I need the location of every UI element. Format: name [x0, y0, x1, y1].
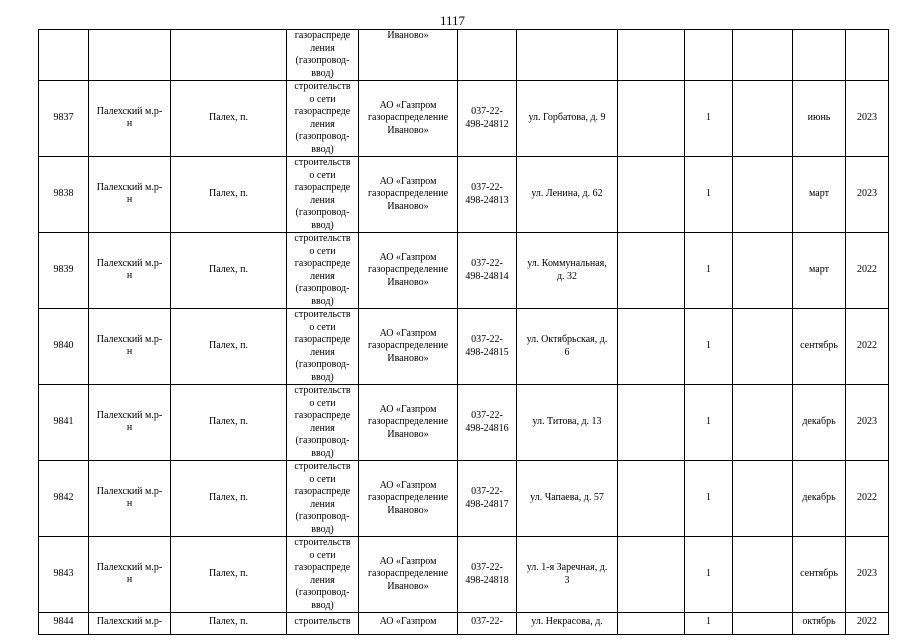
settlement-text: Палех, п. [209, 112, 248, 124]
org-cell [359, 30, 458, 81]
empty-cell [733, 309, 793, 385]
org-cell [359, 157, 458, 233]
month-cell [793, 309, 846, 385]
count-text: 1 [706, 492, 711, 504]
org-cell [359, 613, 458, 635]
settlement-text: Палех, п. [209, 188, 248, 200]
district-text: Палехский м.р- [96, 616, 163, 627]
address-cell [517, 81, 618, 157]
permit-text: 037-22- 498-24816 [465, 410, 509, 434]
permit-cell [458, 385, 517, 461]
month-cell [793, 385, 846, 461]
address-cell [517, 157, 618, 233]
table-row [39, 385, 889, 461]
address-cell [517, 613, 618, 635]
month-cell [793, 613, 846, 635]
permit-cell [458, 613, 517, 635]
count-cell [685, 461, 733, 537]
empty-cell [618, 81, 685, 157]
month-text: декабрь [802, 416, 836, 428]
month-cell [793, 537, 846, 613]
empty-cell [618, 461, 685, 537]
purpose-cell [287, 385, 359, 461]
district-text: Палехский м.р- н [96, 105, 163, 129]
org-cell [359, 385, 458, 461]
month-text: сентябрь [800, 340, 838, 352]
permit-text: 037-22- 498-24815 [465, 334, 509, 358]
purpose-text: строительств о сети газораспреде ления (газопровод- ввод) [294, 233, 351, 307]
empty-cell [618, 613, 685, 635]
org-text: Иваново» [387, 30, 429, 41]
month-text: сентябрь [800, 568, 838, 580]
district-text: Палехский м.р- н [96, 333, 163, 357]
permit-text: 037-22- 498-24812 [465, 106, 509, 130]
purpose-text: строительств о сети газораспреде ления (газопровод- ввод) [294, 309, 351, 383]
district-text: Палехский м.р- н [96, 485, 163, 509]
purpose-cell [287, 81, 359, 157]
year-text: 2023 [857, 188, 877, 200]
permit-cell [458, 309, 517, 385]
empty-cell [733, 157, 793, 233]
org-text: АО «Газпром [379, 616, 437, 627]
empty-cell [733, 385, 793, 461]
table-row [39, 309, 889, 385]
empty-cell [618, 309, 685, 385]
table-row [39, 537, 889, 613]
org-text: АО «Газпром газораспределение Иваново» [367, 327, 449, 364]
empty-cell [733, 233, 793, 309]
count-cell [685, 157, 733, 233]
year-text: 2023 [857, 112, 877, 124]
year-cell [846, 461, 889, 537]
settlement-cell [171, 233, 287, 309]
purpose-cell [287, 157, 359, 233]
num-cell [39, 385, 89, 461]
settlement-cell [171, 81, 287, 157]
org-cell [359, 309, 458, 385]
permit-cell [458, 537, 517, 613]
purpose-text: строительств о сети газораспреде ления (газопровод- ввод) [294, 537, 351, 611]
month-cell [793, 81, 846, 157]
table-row-partial-top [39, 30, 889, 81]
district-text: Палехский м.р- н [96, 409, 163, 433]
district-cell [89, 157, 171, 233]
district-cell [89, 385, 171, 461]
org-text: АО «Газпром газораспределение Иваново» [367, 251, 449, 288]
settlement-text: Палех, п. [209, 492, 248, 504]
num-cell [39, 461, 89, 537]
purpose-cell [287, 233, 359, 309]
address-text: ул. Некрасова, д. [531, 616, 603, 627]
page-number: 1117 [439, 13, 466, 28]
num-text: 9837 [53, 112, 74, 124]
month-text: март [809, 264, 829, 276]
count-text: 1 [706, 416, 711, 428]
year-cell [846, 81, 889, 157]
count-cell [685, 309, 733, 385]
count-text: 1 [706, 340, 711, 352]
settlement-text: Палех, п. [209, 416, 248, 428]
table-row [39, 81, 889, 157]
empty-cell [618, 537, 685, 613]
count-text: 1 [706, 112, 711, 124]
org-text: АО «Газпром газораспределение Иваново» [367, 555, 449, 592]
num-text: 9842 [53, 492, 74, 504]
year-cell [846, 233, 889, 309]
table-row [39, 461, 889, 537]
year-text: 2022 [857, 340, 877, 352]
month-cell [793, 157, 846, 233]
district-cell [89, 613, 171, 635]
settlement-cell [171, 157, 287, 233]
district-cell [89, 309, 171, 385]
settlement-cell [171, 309, 287, 385]
address-cell [517, 385, 618, 461]
permit-cell [458, 81, 517, 157]
num-cell [39, 309, 89, 385]
num-text: 9838 [53, 188, 74, 200]
count-cell [685, 385, 733, 461]
empty-cell [733, 81, 793, 157]
org-cell [359, 537, 458, 613]
num-cell [39, 613, 89, 635]
empty-cell [618, 385, 685, 461]
permit-text: 037-22- 498-24813 [465, 182, 509, 206]
month-text: июнь [807, 112, 831, 124]
purpose-cell [287, 309, 359, 385]
empty-cell [618, 157, 685, 233]
count-text: 1 [706, 264, 711, 276]
district-cell [89, 537, 171, 613]
permit-cell [458, 461, 517, 537]
purpose-text: строительств [294, 616, 351, 627]
district-cell [89, 233, 171, 309]
registry-table [38, 29, 889, 635]
address-text: ул. Ленина, д. 62 [531, 188, 603, 200]
permit-text: 037-22- [471, 616, 503, 627]
num-text: 9843 [53, 568, 74, 580]
org-cell [359, 81, 458, 157]
num-text: 9844 [53, 616, 74, 627]
year-text: 2023 [857, 416, 877, 428]
org-text: АО «Газпром газораспределение Иваново» [367, 99, 449, 136]
count-cell [685, 81, 733, 157]
permit-cell [458, 233, 517, 309]
district-text: Палехский м.р- н [96, 561, 163, 585]
table-row [39, 157, 889, 233]
purpose-cell [287, 613, 359, 635]
purpose-text: строительств о сети газораспреде ления (газопровод- ввод) [294, 81, 351, 155]
month-text: декабрь [802, 492, 836, 504]
permit-text: 037-22- 498-24814 [465, 258, 509, 282]
address-cell [517, 537, 618, 613]
org-text: АО «Газпром газораспределение Иваново» [367, 479, 449, 516]
address-text: ул. Чапаева, д. 57 [530, 492, 604, 504]
settlement-cell [171, 613, 287, 635]
settlement-cell [171, 461, 287, 537]
count-cell [685, 537, 733, 613]
num-cell [39, 233, 89, 309]
year-cell [846, 157, 889, 233]
permit-text: 037-22- 498-24817 [465, 486, 509, 510]
empty-cell [733, 537, 793, 613]
address-text: ул. Коммунальная, д. 32 [527, 258, 607, 282]
year-cell [846, 385, 889, 461]
address-text: ул. 1-я Заречная, д. 3 [526, 562, 608, 586]
purpose-text: строительств о сети газораспреде ления (газопровод- ввод) [294, 461, 351, 535]
purpose-cell [287, 537, 359, 613]
count-text: 1 [706, 616, 711, 627]
settlement-text: Палех, п. [209, 616, 248, 627]
settlement-cell [171, 385, 287, 461]
month-text: октябрь [802, 616, 836, 627]
purpose-text: строительств о сети газораспреде ления (газопровод- ввод) [294, 157, 351, 231]
empty-cell [733, 461, 793, 537]
address-cell [517, 233, 618, 309]
address-cell [517, 309, 618, 385]
org-cell [359, 461, 458, 537]
num-text: 9839 [53, 264, 74, 276]
year-text: 2022 [857, 492, 877, 504]
empty-cell [733, 613, 793, 635]
org-text: АО «Газпром газораспределение Иваново» [367, 403, 449, 440]
empty-cell [618, 233, 685, 309]
purpose-text: газораспреде ления (газопровод- ввод) [294, 30, 351, 79]
count-cell [685, 233, 733, 309]
num-text: 9840 [53, 340, 74, 352]
num-text: 9841 [53, 416, 74, 428]
count-cell [685, 613, 733, 635]
district-cell [89, 81, 171, 157]
settlement-text: Палех, п. [209, 264, 248, 276]
purpose-cell [287, 461, 359, 537]
org-cell [359, 233, 458, 309]
address-cell [517, 461, 618, 537]
month-cell [793, 461, 846, 537]
settlement-text: Палех, п. [209, 568, 248, 580]
year-text: 2022 [857, 264, 877, 276]
num-cell [39, 157, 89, 233]
year-text: 2022 [857, 616, 877, 627]
district-text: Палехский м.р- н [96, 257, 163, 281]
permit-text: 037-22- 498-24818 [465, 562, 509, 586]
district-cell [89, 461, 171, 537]
num-cell [39, 81, 89, 157]
year-cell [846, 537, 889, 613]
year-text: 2023 [857, 568, 877, 580]
table-row [39, 233, 889, 309]
district-text: Палехский м.р- н [96, 181, 163, 205]
table-row-partial-bottom [39, 613, 889, 635]
count-text: 1 [706, 568, 711, 580]
num-cell [39, 537, 89, 613]
address-text: ул. Титова, д. 13 [532, 416, 602, 428]
settlement-text: Палех, п. [209, 340, 248, 352]
address-text: ул. Горбатова, д. 9 [528, 112, 606, 124]
purpose-text: строительств о сети газораспреде ления (газопровод- ввод) [294, 385, 351, 459]
settlement-cell [171, 537, 287, 613]
year-cell [846, 309, 889, 385]
purpose-cell [287, 30, 359, 81]
permit-cell [458, 157, 517, 233]
count-text: 1 [706, 188, 711, 200]
month-cell [793, 233, 846, 309]
month-text: март [809, 188, 829, 200]
year-cell [846, 613, 889, 635]
address-text: ул. Октябрьская, д. 6 [526, 334, 608, 358]
org-text: АО «Газпром газораспределение Иваново» [367, 175, 449, 212]
